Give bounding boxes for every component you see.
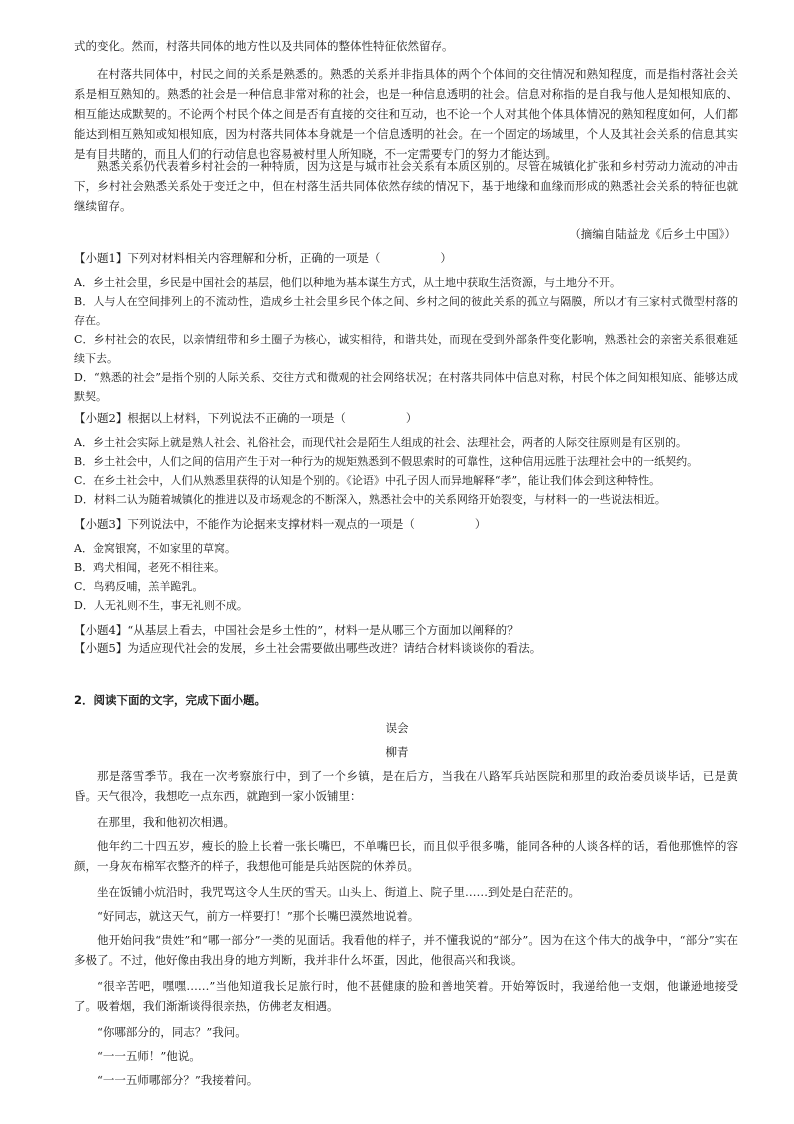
question-1-option-d: D．“熟悉的社会”是指个别的人际关系、交往方式和微观的社会网络状况；在村落共同体中信息对称，村民个体之间知根知底、能够达成默契。 [74, 371, 738, 403]
question-3-option-a: A．金窝银窝，不如家里的草窝。 [74, 542, 236, 555]
question-4: 【小题4】“从基层上看去，中国社会是乡土性的”，材料一是从哪三个方面加以阐释的？ [74, 623, 519, 637]
story-paragraph: “一一五师哪部分？”我接着问。 [97, 1073, 259, 1087]
story-paragraph: 那是落雪季节。我在一次考察旅行中，到了一个乡镇，是在后方，当我在八路军兵站医院和那里的政治委员谈毕话，已是黄昏。天气很冷，我想吃一点东西，就跑到一家小饭铺里： [74, 769, 738, 803]
question-2-option-b: B．乡土社会中，人们之间的信用产生于对一种行为的规矩熟悉到不假思索时的可靠性，这种信用远胜于法理社会中的一纸契约。 [74, 455, 699, 468]
story-paragraph: 他开始问我“贵姓”和“哪一部分”一类的见面话。我看他的样子，并不懂我说的“部分”。因为在这个伟大的战争中，“部分”实在多极了。不过，他好像由我出身的地方判断，我并非什么坏蛋，因此，他很高兴和我谈。 [74, 933, 738, 967]
story-paragraph: 他年约二十四五岁，瘦长的脸上长着一张长嘴巴，不单嘴巴长，而且似乎很多嘴，能同各种的人谈各样的话，看他那憔悴的容颜，一身灰布棉军衣整齐的样子，我想他可能是兵站医院的休养员。 [74, 839, 738, 873]
question-2-option-d: D．材料二认为随着城镇化的推进以及市场观念的不断深入，熟悉社会中的关系网络开始裂变，与材料一的一些说法相近。 [74, 493, 666, 506]
question-2-stem: 【小题2】根据以上材料，下列说法不正确的一项是（ ） [74, 411, 418, 425]
question-5: 【小题5】为适应现代社会的发展，乡土社会需要做出哪些改进？请结合材料谈谈你的看法。 [74, 641, 542, 655]
passage-paragraph: 式的变化。然而，村落共同体的地方性以及共同体的整体性特征依然留存。 [74, 39, 454, 53]
story-title: 误会 [385, 721, 409, 735]
passage-source: （摘编自陆益龙《后乡土中国》） [569, 227, 736, 241]
question-1-option-a: A．乡土社会里，乡民是中国社会的基层，他们以种地为基本谋生方式，从土地中获取生活资源，与土地分不开。 [74, 276, 621, 289]
question-3-option-d: D．人无礼则不生，事无礼则不成。 [74, 599, 248, 612]
story-paragraph: “好同志，就这天气，前方一样要打！”那个长嘴巴漠然地说着。 [97, 909, 420, 923]
question-1-option-b: B．人与人在空间排列上的不流动性，造成乡土社会里乡民个体之间、乡村之间的彼此关系的孤立与隔膜，所以才有三家村式微型村落的存在。 [74, 295, 738, 327]
story-paragraph: “你哪部分的，同志？”我问。 [97, 1025, 247, 1039]
passage-paragraph: 在村落共同体中，村民之间的关系是熟悉的。熟悉的关系并非指具体的两个个体间的交往情况和熟知程度，而是指村落社会关系是相互熟知的。熟悉的社会是一种信息非常对称的社会，也是一种信息透明的社会。信息对称指的是自我与他人是知根知底的、相互能达成默契的。不论两个村民个体之间是否有直接的交往和互动，也不论一个人对其他个体具体情况的熟知程度如何，人们都能达到相互熟知或知根知底，因为村落共同体本身就是一个信息透明的社会。在一个固定的场域里，个人及其社会关系的信息其实是有目共睹的，而且人们的行动信息也容易被村里人所知晓，不一定需要专门的努力才能达到。 [74, 67, 738, 161]
section-2-heading: 2．阅读下面的文字，完成下面小题。 [74, 693, 266, 707]
question-1-option-c: C．乡村社会的农民，以亲情纽带和乡土圈子为核心，诚实相待，和谐共处，而现在受到外部条件变化影响，熟悉社会的亲密关系很难延续下去。 [74, 333, 738, 365]
question-2-option-a: A．乡土社会实际上就是熟人社会、礼俗社会，而现代社会是陌生人组成的社会、法理社会，两者的人际交往原则是有区别的。 [74, 436, 687, 449]
question-3-stem: 【小题3】下列说法中，不能作为论据来支撑材料一观点的一项是（ ） [74, 517, 487, 531]
story-paragraph: 在那里，我和他初次相遇。 [97, 815, 235, 829]
story-paragraph: “很辛苦吧，嘿嘿……”当他知道我长足旅行时，他不甚健康的脸和善地笑着。开始筹饭时，我递给他一支烟，他谦逊地接受了。吸着烟，我们渐渐谈得很亲热，仿佛老友相遇。 [74, 979, 738, 1013]
question-1-stem: 【小题1】下列对材料相关内容理解和分析，正确的一项是（ ） [74, 251, 452, 265]
question-3-option-c: C．鸟鸦反哺，羔羊跪乳。 [74, 580, 204, 593]
question-3-option-b: B．鸡犬相闻，老死不相往来。 [74, 561, 226, 574]
question-2-option-c: C．在乡土社会中，人们从熟悉里获得的认知是个别的。《论语》中孔子因人而异地解释“孝”，能让我们体会到这种特性。 [74, 474, 661, 487]
story-paragraph: 坐在饭铺小炕沿时，我咒骂这令人生厌的雪天。山头上、街道上、院子里……到处是白茫茫的。 [97, 885, 580, 899]
story-paragraph: “一一五师！”他说。 [97, 1049, 201, 1063]
passage-paragraph: 熟悉关系仍代表着乡村社会的一种特质，因为这是与城市社会关系有本质区别的。尽管在城镇化扩张和乡村劳动力流动的冲击下，乡村社会熟悉关系处于变迁之中，但在村落生活共同体依然存续的情况下，基于地缘和血缘而形成的熟悉社会关系的特征也就继续留存。 [74, 159, 738, 213]
story-author: 柳青 [385, 745, 409, 759]
